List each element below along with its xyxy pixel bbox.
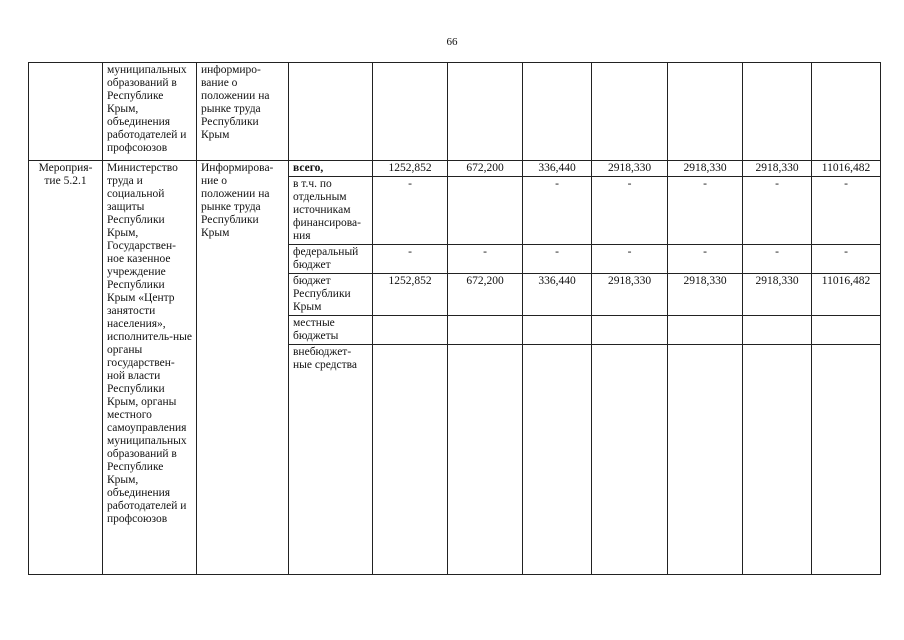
table-cell: [523, 316, 592, 345]
row-label: федеральный бюджет: [289, 245, 373, 274]
table-cell: -: [373, 177, 448, 245]
table-cell: [592, 345, 668, 575]
row-label: внебюджет-ные средства: [289, 345, 373, 575]
table-cell: 2918,330: [592, 274, 668, 316]
measure-result: Информирова-ние о положении на рынке труда Республики Крым: [197, 161, 289, 575]
table-cell: [373, 345, 448, 575]
table-cell: 1252,852: [373, 274, 448, 316]
table-cell: 672,200: [448, 274, 523, 316]
table-cell: [812, 316, 881, 345]
table-cell: -: [743, 245, 812, 274]
cont-executor-cell: муниципальных образований в Республике Крым, объединения работодателей и профсоюзов: [103, 63, 197, 161]
table-row-total: [29, 161, 881, 177]
table-cell: [743, 345, 812, 575]
cont-source-cell: [289, 63, 373, 161]
measure-executor: Министерство труда и социальной защиты Республики Крым, Государствен-ное казенное учреждение Республики Крым «Центр занятости населения», исполнитель-ные органы государствен-ной власти Республики Крым, органы местного самоуправления муниципальных образований в Республике Крым, объединения работодателей и профсоюзов: [103, 161, 197, 575]
table-cell: 672,200: [448, 161, 523, 177]
table-cell: [812, 345, 881, 575]
table-cell: [448, 316, 523, 345]
row-label: бюджет Республики Крым: [289, 274, 373, 316]
table-cell: 2918,330: [743, 274, 812, 316]
table-cell: 2918,330: [668, 161, 743, 177]
table-cell: -: [743, 177, 812, 245]
table-cell: -: [812, 245, 881, 274]
table-cell: [448, 177, 523, 245]
financing-table: [28, 62, 881, 575]
table-cell: 336,440: [523, 274, 592, 316]
table-cell: -: [373, 245, 448, 274]
table-cell: [523, 345, 592, 575]
table-cell: -: [668, 177, 743, 245]
table-cell: 336,440: [523, 161, 592, 177]
table-cell: -: [592, 177, 668, 245]
table-cell: 11016,482: [812, 161, 881, 177]
table-cell: [668, 345, 743, 575]
table-cell: 11016,482: [812, 274, 881, 316]
table-cell: [448, 345, 523, 575]
table-cell: 2918,330: [592, 161, 668, 177]
table-cell: -: [592, 245, 668, 274]
page-number: 66: [446, 36, 458, 48]
row-label: всего,: [289, 161, 373, 177]
cont-measure-cell: [29, 63, 103, 161]
table-cell: [668, 316, 743, 345]
row-label: в т.ч. по отдельным источникам финансирова-ния: [289, 177, 373, 245]
table-cell: -: [523, 245, 592, 274]
row-label: местные бюджеты: [289, 316, 373, 345]
table-cell: [743, 316, 812, 345]
continuation-row: [29, 63, 881, 161]
table-cell: 2918,330: [668, 274, 743, 316]
measure-name: Мероприя-тие 5.2.1: [29, 161, 103, 575]
table-cell: -: [448, 245, 523, 274]
table-cell: 1252,852: [373, 161, 448, 177]
table-cell: [373, 316, 448, 345]
cont-result-cell: информиро-вание о положении на рынке труда Республики Крым: [197, 63, 289, 161]
table-cell: 2918,330: [743, 161, 812, 177]
table-cell: -: [812, 177, 881, 245]
table-cell: -: [668, 245, 743, 274]
table-cell: [592, 316, 668, 345]
table-cell: -: [523, 177, 592, 245]
